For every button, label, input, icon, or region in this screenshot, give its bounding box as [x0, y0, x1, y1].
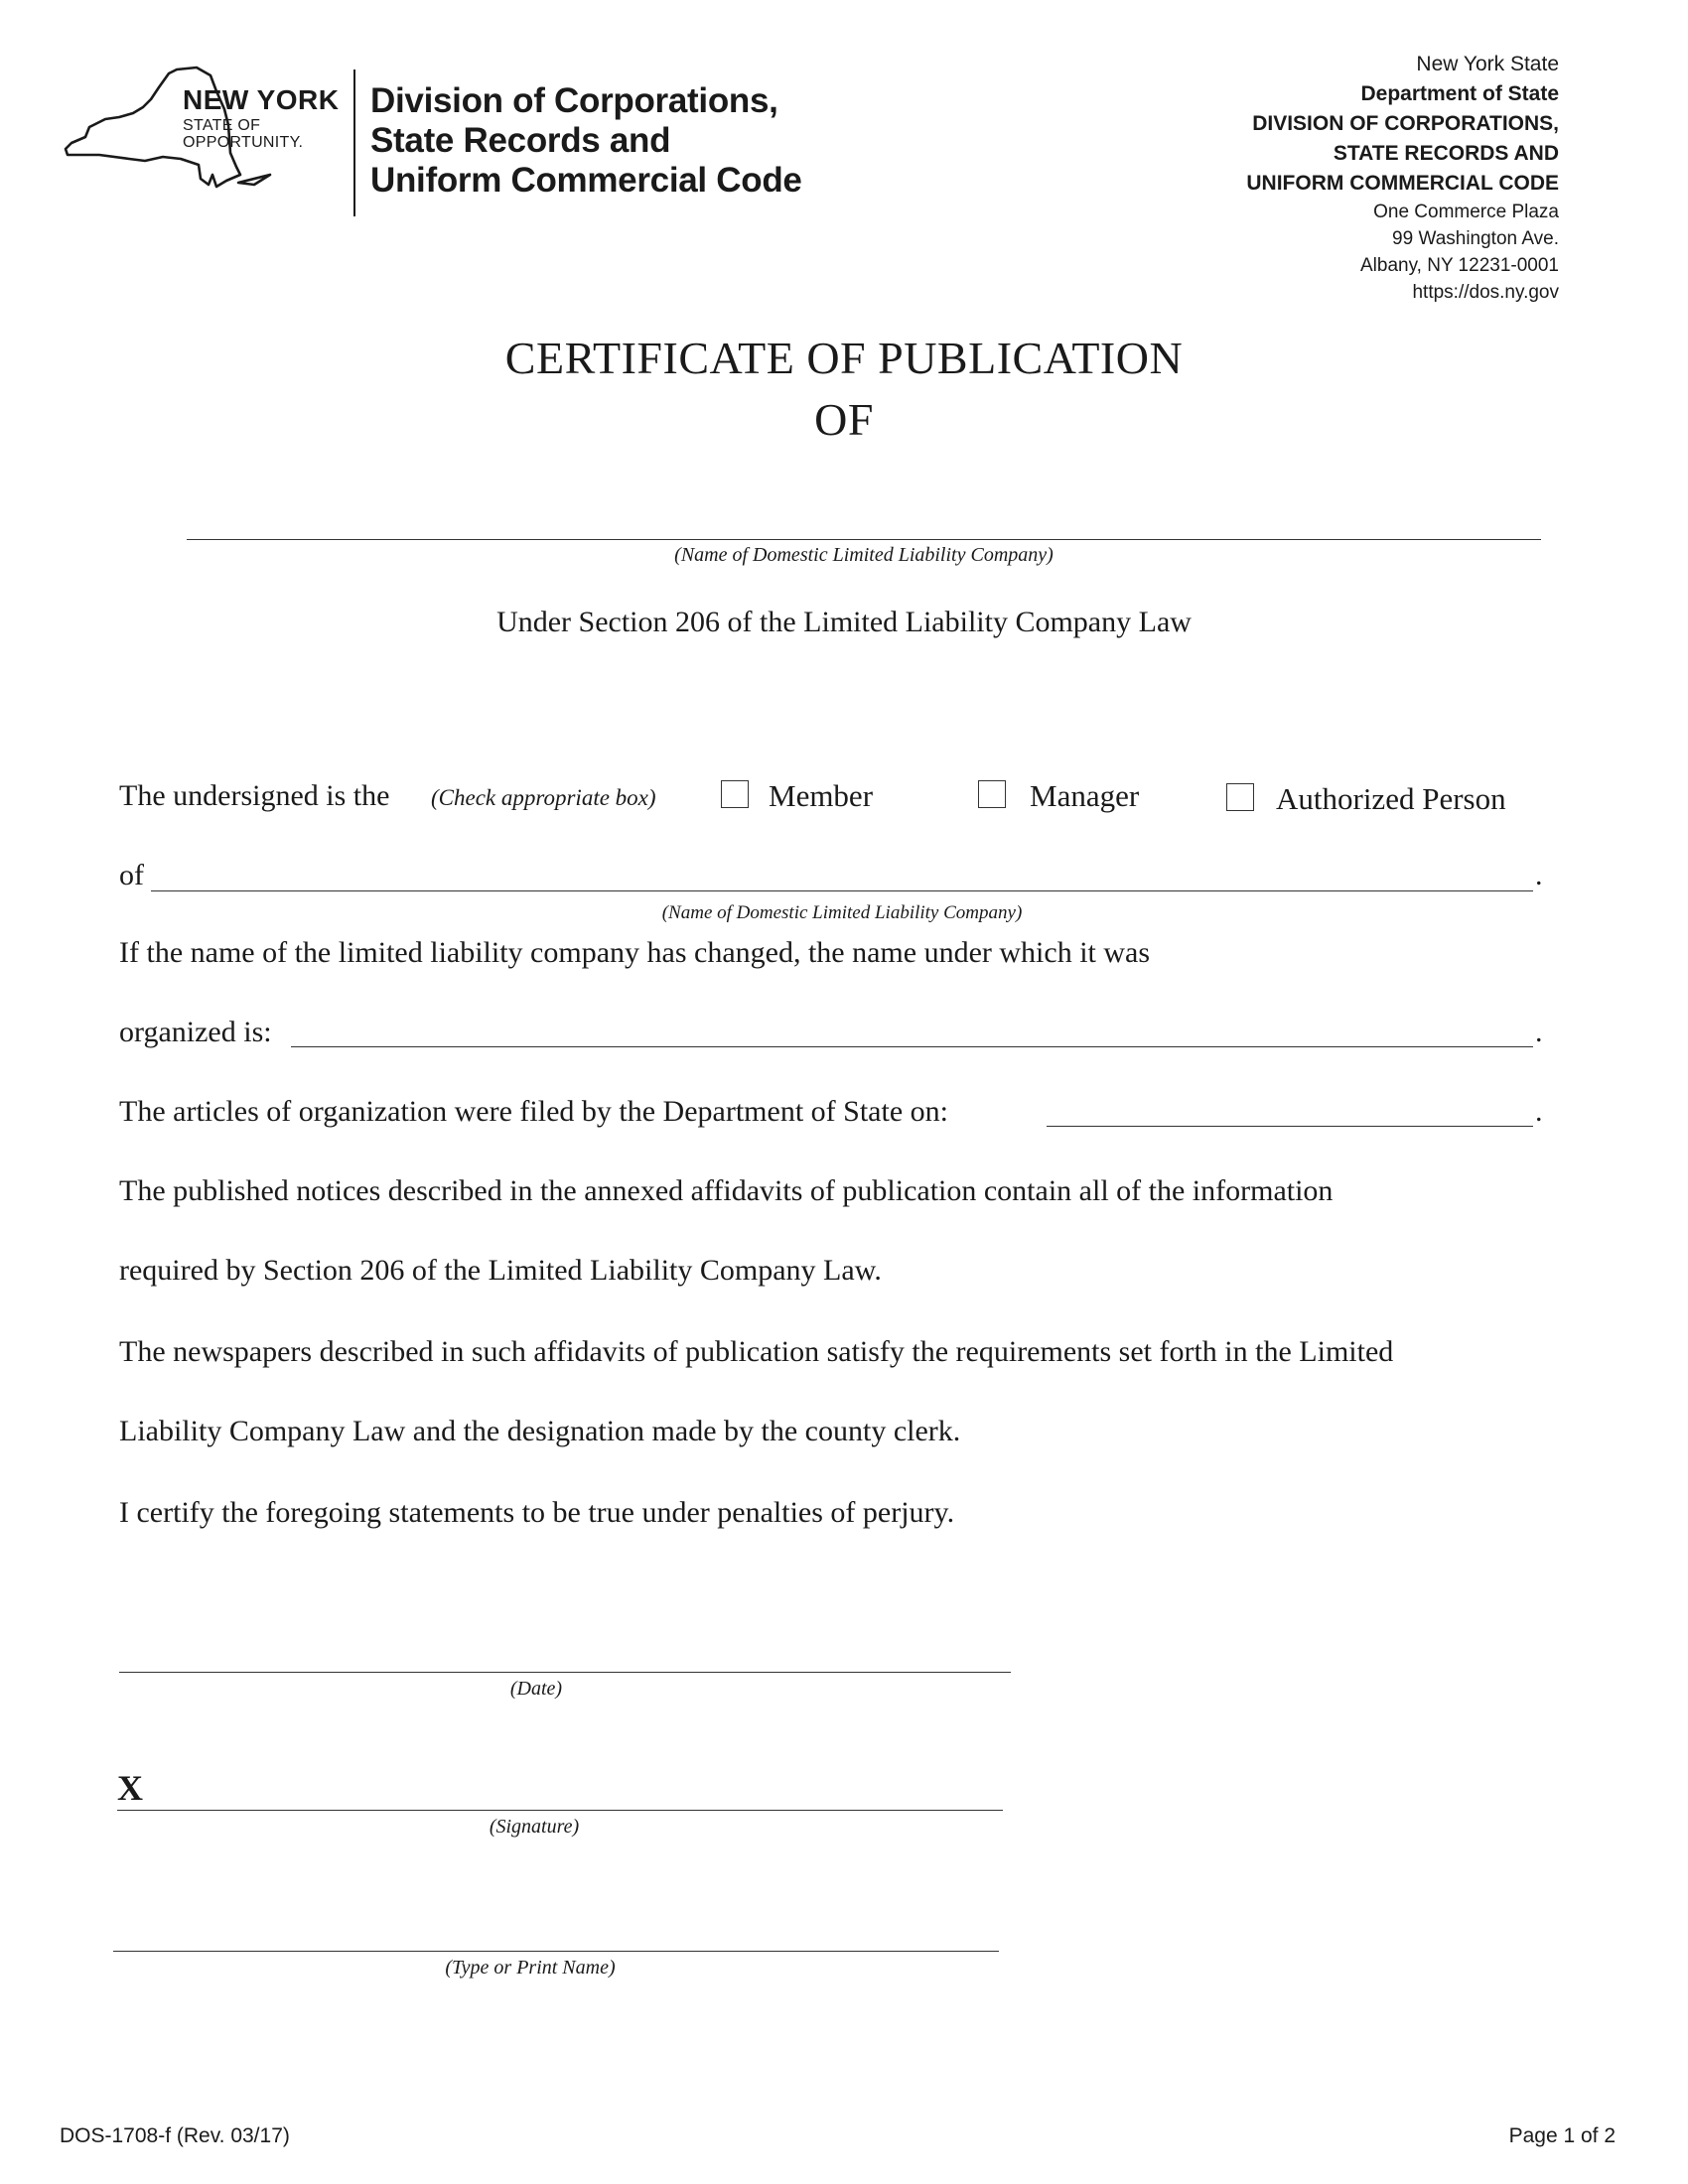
undersigned-prefix: The undersigned is the: [119, 779, 390, 812]
manager-checkbox[interactable]: [978, 780, 1006, 808]
filed-label: The articles of organization were filed by the Department of State on:: [119, 1095, 948, 1128]
paragraph-1-line-1: The published notices described in the annexed affidavits of publication contain all of the information: [119, 1174, 1334, 1207]
paragraph-2-line-2: Liability Company Law and the designation made by the county clerk.: [119, 1415, 961, 1447]
paragraph-1-line-2: required by Section 206 of the Limited Liability Company Law.: [119, 1254, 882, 1287]
print-name-input[interactable]: [113, 1951, 999, 1952]
manager-label: Manager: [1030, 778, 1140, 813]
page-number: Page 1 of 2: [1508, 2124, 1616, 2147]
certify-statement: I certify the foregoing statements to be true under penalties of perjury.: [119, 1496, 955, 1529]
law-reference: Under Section 206 of the Limited Liability Company Law: [496, 606, 1192, 638]
logo-tagline: STATE OF OPPORTUNITY.: [183, 117, 304, 151]
authorized-person-label: Authorized Person: [1276, 781, 1506, 816]
document-title: CERTIFICATE OF PUBLICATION: [504, 333, 1184, 383]
company-name-caption: (Name of Domestic Limited Liability Company): [674, 544, 1054, 566]
division-title: Division of Corporations, State Records and Uniform Commercial Code: [370, 81, 802, 200]
of-caption: (Name of Domestic Limited Liability Company): [661, 902, 1023, 923]
original-name-input[interactable]: [291, 1046, 1533, 1047]
signature-caption: (Signature): [489, 1816, 580, 1838]
check-hint: (Check appropriate box): [431, 785, 656, 810]
organized-period: .: [1535, 1016, 1543, 1048]
signature-input[interactable]: [117, 1810, 1003, 1811]
date-input[interactable]: [119, 1672, 1011, 1673]
member-label: Member: [769, 778, 874, 813]
paragraph-2-line-1: The newspapers described in such affidavits of publication satisfy the requirements set forth in the Limited: [119, 1335, 1394, 1368]
of-label: of: [119, 859, 144, 891]
signature-x-mark: X: [117, 1768, 143, 1808]
name-changed-text: If the name of the limited liability company has changed, the name under which it was: [119, 936, 1151, 969]
company-name-input[interactable]: [151, 890, 1533, 891]
logo-divider: [353, 69, 355, 216]
form-id: DOS-1708-f (Rev. 03/17): [60, 2124, 290, 2147]
logo-new-york: NEW YORK: [183, 84, 340, 115]
document-title-of: OF: [814, 394, 874, 445]
member-checkbox[interactable]: [721, 780, 749, 808]
department-address: New York State Department of State DIVISION OF CORPORATIONS, STATE RECORDS AND UNIFORM COMMERCIAL CODE One Commerce Plaza 99 Washington Ave. Albany, NY 12231-0001 https://dos.ny.gov: [1062, 50, 1559, 306]
print-name-caption: (Type or Print Name): [445, 1957, 616, 1979]
filed-period: .: [1535, 1095, 1543, 1128]
date-caption: (Date): [509, 1678, 563, 1700]
organized-label: organized is:: [119, 1016, 272, 1048]
company-name-field[interactable]: [187, 539, 1541, 540]
website-link[interactable]: https://dos.ny.gov: [1412, 282, 1559, 303]
of-period: .: [1535, 859, 1543, 891]
authorized-person-checkbox[interactable]: [1226, 783, 1254, 811]
filing-date-input[interactable]: [1047, 1126, 1533, 1127]
